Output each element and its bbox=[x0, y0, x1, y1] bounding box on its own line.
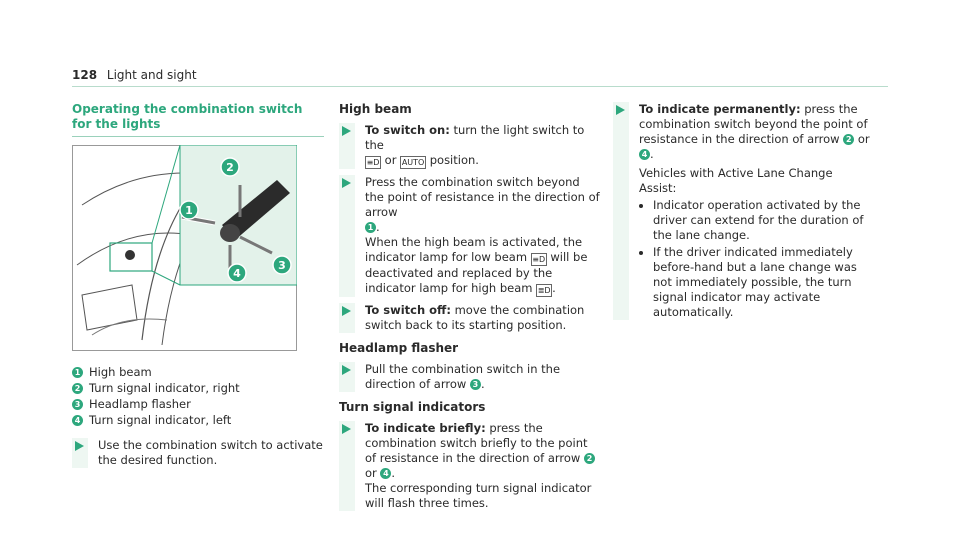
bullet-item: • If the driver indicated immediately before-hand but a lane change was not immediately possible, the turn signal indicator may activate automatically. bbox=[653, 245, 873, 320]
briefly-text: press the combination switch briefly to the point of resistance in the direction of arrow bbox=[365, 421, 588, 465]
legend-text: Turn signal indicator, left bbox=[89, 413, 232, 427]
step-bar bbox=[339, 175, 355, 297]
legend-num: 2 bbox=[72, 383, 83, 394]
step-arrow-icon bbox=[342, 126, 351, 136]
figure-illustration bbox=[72, 145, 297, 351]
bullet-list bbox=[639, 198, 873, 320]
briefly-step: To indicate briefly: press the combination switch briefly to the point of resistance in the direction of arrow 2 or 4 . The corresponding turn signal indicator will flash three times. bbox=[339, 421, 601, 511]
step-arrow-icon bbox=[75, 441, 84, 451]
legend-num: 3 bbox=[72, 399, 83, 410]
section-title: Light and sight bbox=[106, 68, 197, 82]
legend-item bbox=[72, 397, 324, 412]
briefly-label: To indicate briefly: bbox=[365, 421, 486, 435]
step-arrow-icon bbox=[342, 365, 351, 375]
press-text-3: will be deactivated and replaced by the indicator lamp for high beam bbox=[365, 250, 588, 295]
figure-marker-1: 1 bbox=[185, 204, 193, 217]
instruction-step bbox=[72, 438, 324, 468]
briefly-text-2: The corresponding turn signal indicator will flash three times. bbox=[365, 481, 592, 510]
press-text: Press the combination switch beyond the point of resistance in the direction of arrow bbox=[365, 175, 600, 219]
heading-rule bbox=[72, 136, 324, 137]
arrow-num: 2 bbox=[843, 134, 854, 145]
switch-off-label: To switch off: bbox=[365, 303, 451, 317]
arrow-num: 4 bbox=[639, 149, 650, 160]
high-beam-heading: High beam bbox=[339, 102, 412, 116]
permanent-label: To indicate permanently: bbox=[639, 102, 801, 116]
bullet-item: • Indicator operation activated by the driver can extend for the duration of the lane change. bbox=[653, 198, 873, 243]
flasher-text: Pull the combination switch in the direction of arrow bbox=[365, 362, 561, 391]
legend-num: 4 bbox=[72, 415, 83, 426]
combination-switch-figure bbox=[72, 145, 297, 351]
step-bar bbox=[613, 102, 629, 320]
arrow-num: 2 bbox=[584, 453, 595, 464]
low-beam-icon: ≡D bbox=[366, 158, 380, 167]
permanent-step: To indicate permanently: press the combination switch beyond the point of resistance in the direction of arrow 2 or 4 . Vehicles with Active Lane Change Assist: • Indicator operation activated by the driver can extend for the duration of the lane change. • If the driver indicated immediately before-hand but a lane change was not immediately possible, the turn signal indicator may activate automatically. bbox=[613, 102, 873, 320]
arrow-num: 3 bbox=[470, 379, 481, 390]
arrow-num: 1 bbox=[365, 222, 376, 233]
column-3 bbox=[613, 102, 873, 326]
switch-on-text-a: turn the light switch to the bbox=[365, 123, 585, 152]
high-beam-icon: ≣D bbox=[537, 286, 551, 295]
switch-off-step bbox=[339, 303, 601, 333]
figure-marker-3: 3 bbox=[278, 259, 286, 272]
column-1 bbox=[72, 102, 324, 474]
step-arrow-icon bbox=[342, 424, 351, 434]
flasher-step: Pull the combination switch in the direction of arrow 3 . bbox=[339, 362, 601, 392]
arrow-num: 4 bbox=[380, 468, 391, 479]
page-header bbox=[72, 68, 197, 82]
switch-on-or: or bbox=[384, 153, 397, 167]
low-beam-icon: ≡D bbox=[532, 255, 546, 264]
legend-text: Headlamp flasher bbox=[89, 397, 191, 411]
step-bar bbox=[339, 421, 355, 511]
figure-marker-2: 2 bbox=[226, 161, 234, 174]
switch-on-label: To switch on: bbox=[365, 123, 450, 137]
legend-num: 1 bbox=[72, 367, 83, 378]
vehicles-text: Vehicles with Active Lane Change Assist: bbox=[639, 166, 833, 195]
page-number: 128 bbox=[72, 68, 98, 82]
step-arrow-icon bbox=[342, 178, 351, 188]
step-text: Use the combination switch to activate the desired function. bbox=[98, 438, 323, 467]
header-rule bbox=[72, 86, 888, 87]
legend-item bbox=[72, 365, 324, 380]
permanent-text: press the combination switch beyond the point of resistance in the direction of arrow bbox=[639, 102, 868, 146]
press-step: Press the combination switch beyond the point of resistance in the direction of arrow 1 . When the high beam is activated, the indicator lamp for low beam ≡D will be deactivated and replaced by the indicator lamp for high beam ≣D . bbox=[339, 175, 601, 297]
briefly-or: or bbox=[365, 466, 377, 480]
press-text-2: When the high beam is activated, the indicator lamp for low beam bbox=[365, 235, 583, 264]
switch-on-step bbox=[339, 123, 601, 169]
flasher-heading: Headlamp flasher bbox=[339, 341, 459, 355]
section-heading: Operating the combination switch for the lights bbox=[72, 102, 303, 131]
figure-marker-4: 4 bbox=[233, 267, 241, 280]
legend-item bbox=[72, 381, 324, 396]
figure-legend bbox=[72, 365, 324, 428]
step-arrow-icon bbox=[616, 105, 625, 115]
permanent-or: or bbox=[857, 132, 870, 146]
legend-text: High beam bbox=[89, 365, 152, 379]
column-2 bbox=[339, 102, 601, 517]
legend-text: Turn signal indicator, right bbox=[89, 381, 240, 395]
switch-on-text-b: position. bbox=[429, 153, 479, 167]
legend-item bbox=[72, 413, 324, 428]
switch-off-text: move the combination switch back to its starting position. bbox=[365, 303, 585, 332]
turn-signal-heading: Turn signal indicators bbox=[339, 400, 486, 414]
auto-icon: AUTO bbox=[401, 158, 425, 167]
step-arrow-icon bbox=[342, 306, 351, 316]
